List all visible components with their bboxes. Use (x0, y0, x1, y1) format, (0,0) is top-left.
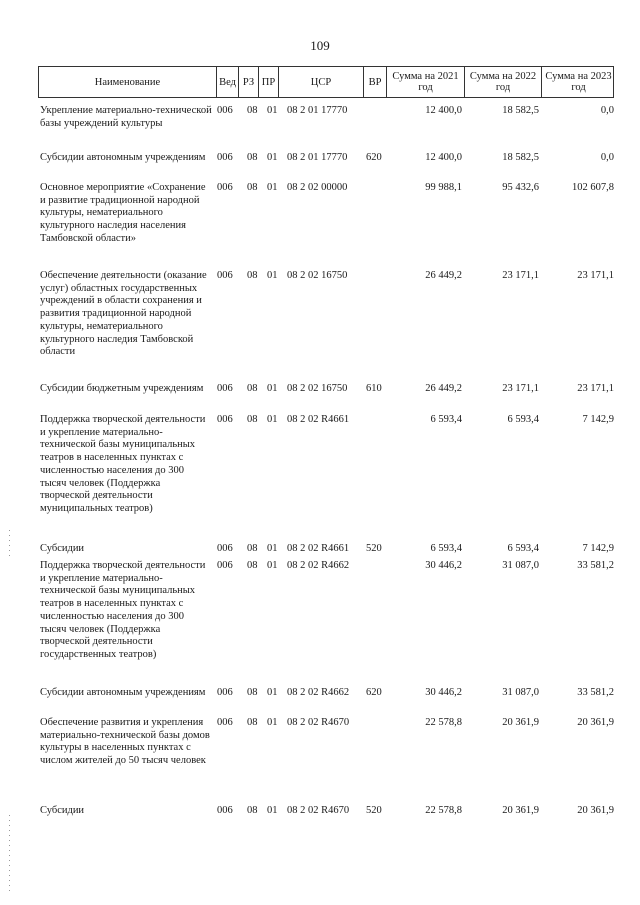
row-sum-2021: 30 446,2 (425, 687, 462, 698)
row-sum-2022: 20 361,9 (502, 805, 539, 816)
row-pr: 01 (267, 414, 278, 425)
row-pr: 01 (267, 687, 278, 698)
row-csr: 08 2 02 R4661 (287, 543, 350, 554)
row-pr: 01 (267, 560, 278, 571)
scan-margin-mark (9, 815, 10, 895)
row-rz: 08 (247, 805, 258, 816)
header-rz: РЗ (238, 67, 258, 97)
row-sum-2022: 18 582,5 (502, 105, 539, 116)
row-sum-2023: 33 581,2 (577, 687, 614, 698)
row-rz: 08 (247, 270, 258, 281)
row-pr: 01 (267, 717, 278, 728)
row-ved: 006 (217, 717, 233, 728)
row-rz: 08 (247, 687, 258, 698)
row-name: Обеспечение развития и укрепления материально-технической базы домов культуры в населенных пунктах с числом жителей до 50 тысяч человек (40, 717, 210, 767)
row-sum-2021: 12 400,0 (425, 152, 462, 163)
row-sum-2023: 20 361,9 (577, 805, 614, 816)
row-sum-2021: 6 593,4 (430, 414, 462, 425)
row-csr: 08 2 02 00000 (287, 182, 348, 193)
row-sum-2022: 18 582,5 (502, 152, 539, 163)
row-csr: 08 2 02 R4662 (287, 560, 350, 571)
row-name: Субсидии бюджетным учреждениям (40, 383, 204, 394)
row-pr: 01 (267, 152, 278, 163)
row-sum-2021: 12 400,0 (425, 105, 462, 116)
row-sum-2022: 31 087,0 (502, 687, 539, 698)
header-sum-2023: Сумма на 2023 год (541, 67, 615, 97)
row-sum-2021: 6 593,4 (430, 543, 462, 554)
row-sum-2023: 23 171,1 (577, 383, 614, 394)
row-pr: 01 (267, 105, 278, 116)
row-name: Обеспечение деятельности (оказание услуг) областных государственных учреждений в области сохранения и развития традиционной народной культуры, нематериального культурного наследия Тамбовской области (40, 270, 207, 358)
row-name: Субсидии (40, 805, 85, 816)
row-sum-2022: 31 087,0 (502, 560, 539, 571)
row-sum-2021: 99 988,1 (425, 182, 462, 193)
row-sum-2023: 102 607,8 (572, 182, 614, 193)
row-csr: 08 2 02 R4670 (287, 717, 350, 728)
header-name: Наименование (94, 76, 161, 88)
row-name: Субсидии автономным учреждениям (40, 152, 206, 163)
row-name: Поддержка творческой деятельности и укрепление материально-технической базы муниципальных театров в населенных пунктах с численностью населения до 300 тысяч человек (Поддержка творческой деятельности государственных театров) (40, 560, 206, 660)
row-sum-2022: 6 593,4 (507, 543, 539, 554)
row-vr: 520 (366, 543, 382, 554)
row-sum-2022: 6 593,4 (507, 414, 539, 425)
row-ved: 006 (217, 687, 233, 698)
row-rz: 08 (247, 543, 258, 554)
scan-margin-mark (9, 530, 10, 560)
row-csr: 08 2 02 R4662 (287, 687, 350, 698)
header-pr: ПР (258, 67, 278, 97)
row-sum-2023: 7 142,9 (582, 414, 614, 425)
row-pr: 01 (267, 543, 278, 554)
row-sum-2021: 26 449,2 (425, 383, 462, 394)
row-vr: 620 (366, 687, 382, 698)
row-name: Основное мероприятие «Сохранение и развитие традиционной народной культуры, нематериального культурного наследия населения Тамбовской области» (40, 182, 206, 244)
row-sum-2021: 30 446,2 (425, 560, 462, 571)
row-vr: 520 (366, 805, 382, 816)
row-sum-2023: 23 171,1 (577, 270, 614, 281)
row-ved: 006 (217, 152, 233, 163)
row-sum-2022: 20 361,9 (502, 717, 539, 728)
row-rz: 08 (247, 105, 258, 116)
row-vr: 620 (366, 152, 382, 163)
row-rz: 08 (247, 383, 258, 394)
row-pr: 01 (267, 182, 278, 193)
row-csr: 08 2 02 R4670 (287, 805, 350, 816)
row-name: Субсидии (40, 543, 85, 554)
row-name: Субсидии автономным учреждениям (40, 687, 206, 698)
row-ved: 006 (217, 805, 233, 816)
row-pr: 01 (267, 383, 278, 394)
row-rz: 08 (247, 560, 258, 571)
row-rz: 08 (247, 717, 258, 728)
row-csr: 08 2 02 16750 (287, 270, 348, 281)
row-pr: 01 (267, 270, 278, 281)
row-sum-2022: 23 171,1 (502, 270, 539, 281)
row-sum-2021: 22 578,8 (425, 805, 462, 816)
row-sum-2021: 26 449,2 (425, 270, 462, 281)
row-sum-2023: 33 581,2 (577, 560, 614, 571)
row-sum-2021: 22 578,8 (425, 717, 462, 728)
row-sum-2022: 95 432,6 (502, 182, 539, 193)
row-csr: 08 2 01 17770 (287, 152, 348, 163)
row-name: Поддержка творческой деятельности и укрепление материально-технической базы муниципальных театров в населенных пунктах с численностью населения до 300 тысяч человек (Поддержка творческой деятельности муниципальных театров) (40, 414, 206, 514)
row-rz: 08 (247, 152, 258, 163)
row-ved: 006 (217, 270, 233, 281)
row-sum-2023: 0,0 (600, 105, 614, 116)
header-sum-2022: Сумма на 2022 год (464, 67, 541, 97)
header-ved: Вед (216, 67, 238, 97)
row-pr: 01 (267, 805, 278, 816)
row-sum-2023: 20 361,9 (577, 717, 614, 728)
header-vr: ВР (363, 67, 386, 97)
row-csr: 08 2 01 17770 (287, 105, 348, 116)
row-rz: 08 (247, 182, 258, 193)
row-ved: 006 (217, 105, 233, 116)
row-ved: 006 (217, 383, 233, 394)
row-sum-2023: 7 142,9 (582, 543, 614, 554)
row-ved: 006 (217, 182, 233, 193)
row-csr: 08 2 02 16750 (287, 383, 348, 394)
header-sum-2021: Сумма на 2021 год (386, 67, 464, 97)
row-vr: 610 (366, 383, 382, 394)
row-sum-2023: 0,0 (600, 152, 614, 163)
row-rz: 08 (247, 414, 258, 425)
page-number: 109 (310, 38, 330, 53)
row-ved: 006 (217, 543, 233, 554)
row-name: Укрепление материально-технической базы учреждений культуры (40, 105, 212, 129)
row-sum-2022: 23 171,1 (502, 383, 539, 394)
row-ved: 006 (217, 560, 233, 571)
row-csr: 08 2 02 R4661 (287, 414, 350, 425)
header-csr: ЦСР (278, 67, 363, 97)
row-ved: 006 (217, 414, 233, 425)
